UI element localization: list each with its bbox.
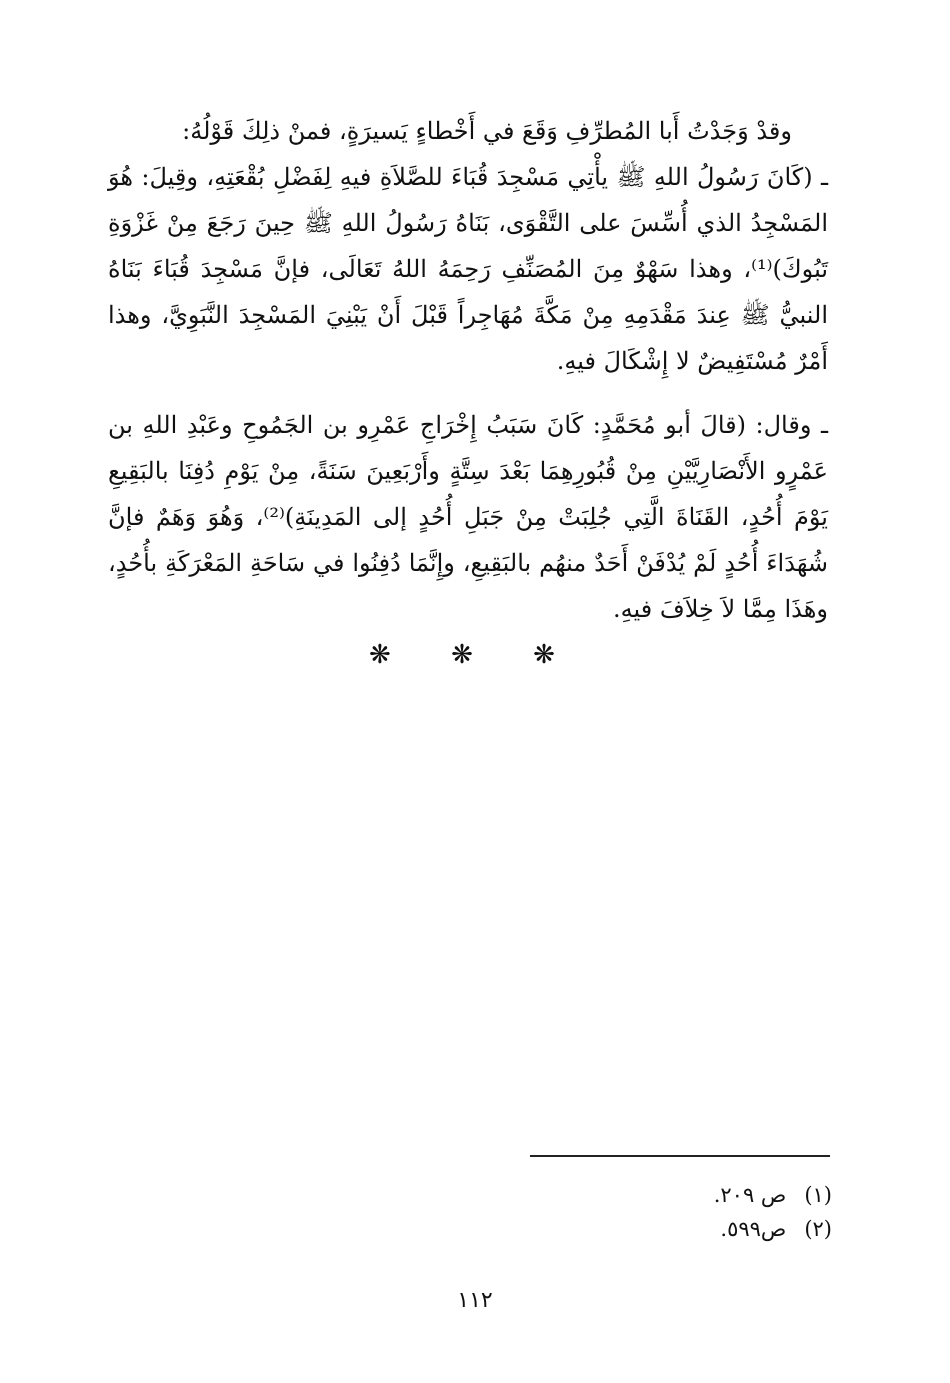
paragraph-intro: وقدْ وَجَدْتُ أَبا المُطرِّفِ وَقَعَ في أَخْطاءٍ يَسيرَةٍ، فمنْ ذلِكَ قَوْلُهُ: [182, 117, 792, 145]
page-number: ١١٢ [457, 1288, 493, 1313]
main-text [108, 108, 828, 632]
footnotes [432, 1178, 832, 1246]
footnote-1 [432, 1178, 832, 1212]
footnote-2-text: ص٥٩٩. [720, 1217, 787, 1241]
paragraph-uhud-martyrs: ـ وقال: (قالَ أبو مُحَمَّدٍ: كَانَ سَبَبُ إِخْرَاجِ عَمْرِو بن الجَمُوحِ وعَبْدِ اللهِ بن عَمْرٍو الأَنْصَارِيَّيْنِ مِنْ قُبُورِهِمَا بَعْدَ سِتَّةٍ وأَرْبَعِينَ سَنَةً، مِنْ يَوْمِ دُفِنَا بالبَقِيعِ يَوْمَ أُحُدٍ، القَنَاةَ الَّتِي جُلِبَتْ مِنْ جَبَلِ أُحُدٍ إلى المَدِينَةِ)⁽²⁾، وَهُوَ وَهَمٌ فإنَّ شُهَدَاءَ أُحُدٍ لَمْ يُدْفَنْ أَحَدٌ منهُم بالبَقِيعِ، وإِنَّمَا دُفِنُوا في سَاحَةِ المَعْرَكَةِ بأُحُدٍ، وهَذَا مِمَّا لاَ خِلاَفَ فيهِ. [108, 411, 828, 623]
footnote-1-text: ص ٢٠٩. [713, 1183, 787, 1207]
section-separator: ❋ ❋ ❋ [369, 640, 581, 670]
footnote-2-number: (٢) [804, 1217, 832, 1241]
footnote-1-number: (١) [804, 1183, 832, 1207]
paragraph-quba-mosque: ـ (كَانَ رَسُولُ اللهِ ﷺ يأْتِي مَسْجِدَ قُبَاءَ للصَّلاَةِ فيهِ لِفَضْلِ بُقْعَتِهِ، وقِيلَ: هُوَ المَسْجِدُ الذي أُسِّسَ على التَّقْوَى، بَنَاهُ رَسُولُ اللهِ ﷺ حِينَ رَجَعَ مِنْ غَزْوَةِ تَبُوكَ)⁽¹⁾، وهذا سَهْوٌ مِنَ المُصَنِّفِ رَحِمَهُ اللهُ تَعَالَى، فإنَّ مَسْجِدَ قُبَاءَ بَنَاهُ النبيُّ ﷺ عِندَ مَقْدَمِهِ مِنْ مَكَّةَ مُهَاجِراً قَبْلَ أَنْ يَبْنِيَ المَسْجِدَ النَّبَوِيَّ، وهذا أَمْرٌ مُسْتَفِيضٌ لا إِشْكَالَ فيهِ. [108, 163, 828, 375]
footnote-divider [530, 1155, 830, 1157]
footnote-2 [432, 1212, 832, 1246]
